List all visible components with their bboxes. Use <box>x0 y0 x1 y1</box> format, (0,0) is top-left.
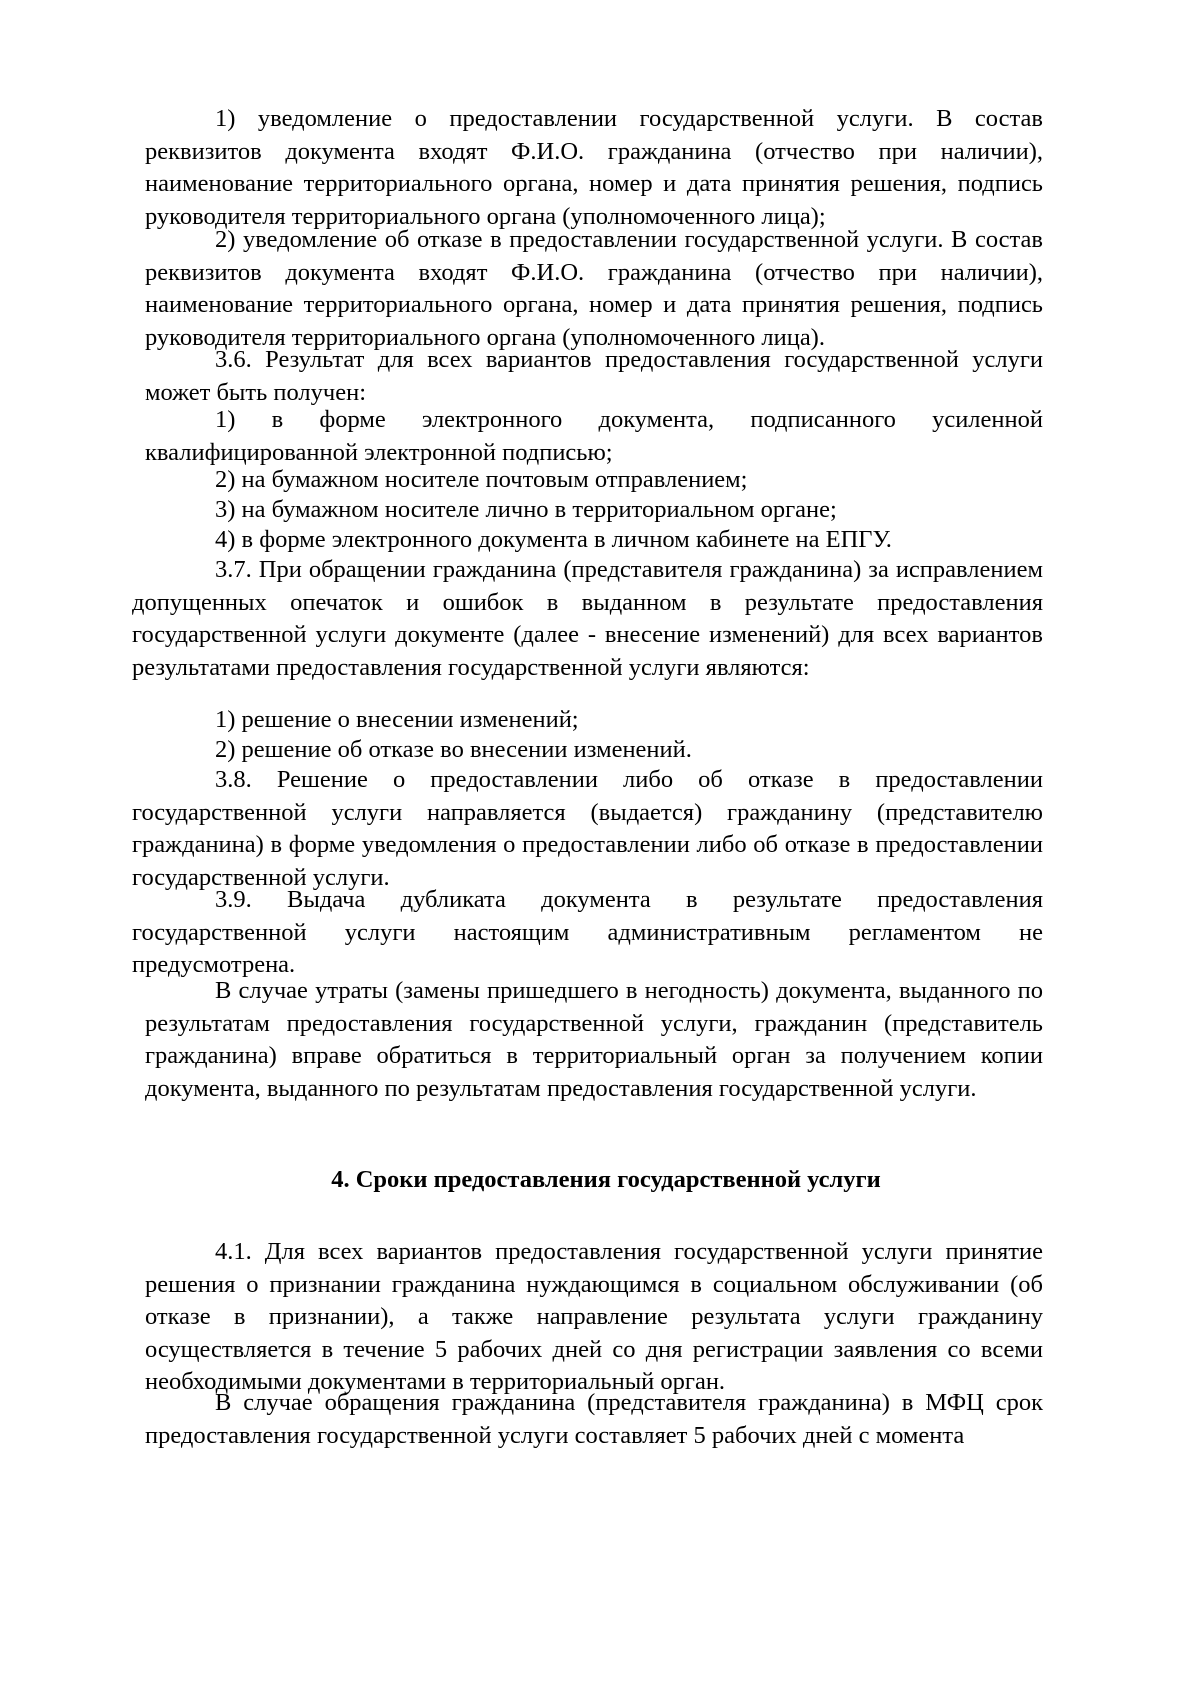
paragraph-3-7: 3.7. При обращении гражданина (представителя гражданина) за исправлением допущенных опечаток и ошибок в выданном в результате предоставления государственной услуги документе (далее - внесение изменений) для всех вариантов результатами предоставления государственной услуги являются: <box>132 556 1043 681</box>
paragraph-3-7-item-1: 1) решение о внесении изменений; <box>215 706 579 733</box>
paragraph-notice-refusal: 2) уведомление об отказе в предоставлении государственной услуги. В состав реквизитов документа входят Ф.И.О. гражданина (отчество при наличии), наименование территориального органа, номер и дата принятия решения, подпись руководителя территориального органа (уполномоченного лица). <box>145 226 1043 351</box>
paragraph-3-6: 3.6. Результат для всех вариантов предоставления государственной услуги может быть получен: <box>145 346 1043 406</box>
paragraph-3-7-item-2: 2) решение об отказе во внесении изменений. <box>215 736 692 763</box>
paragraph-notice-granted: 1) уведомление о предоставлении государственной услуги. В состав реквизитов документа входят Ф.И.О. гражданина (отчество при наличии), наименование территориального органа, номер и дата принятия решения, подпись руководителя территориального органа (уполномоченного лица); <box>145 105 1043 230</box>
section-heading: 4. Сроки предоставления государственной услуги <box>331 1166 881 1193</box>
paragraph-3-6-item-3: 3) на бумажном носителе лично в территориальном органе; <box>215 496 837 523</box>
paragraph-lost-document: В случае утраты (замены пришедшего в негодность) документа, выданного по результатам предоставления государственной услуги, гражданин (представитель гражданина) вправе обратиться в территориальный орган за получением копии документа, выданного по результатам предоставления государственной услуги. <box>145 977 1043 1102</box>
paragraph-3-9: 3.9. Выдача дубликата документа в результате предоставления государственной услуги настоящим административным регламентом не предусмотрена. <box>132 886 1043 979</box>
paragraph-mfc-term: В случае обращения гражданина (представителя гражданина) в МФЦ срок предоставления государственной услуги составляет 5 рабочих дней с момента <box>145 1389 1043 1449</box>
paragraph-3-6-item-4: 4) в форме электронного документа в личном кабинете на ЕПГУ. <box>215 526 892 553</box>
paragraph-4-1: 4.1. Для всех вариантов предоставления государственной услуги принятие решения о признании гражданина нуждающимся в социальном обслуживании (об отказе в признании), а также направление результата услуги гражданину осуществляется в течение 5 рабочих дней со дня регистрации заявления со всеми необходимыми документами в территориальный орган. <box>145 1238 1043 1396</box>
paragraph-3-6-item-2: 2) на бумажном носителе почтовым отправлением; <box>215 466 748 493</box>
paragraph-3-8: 3.8. Решение о предоставлении либо об отказе в предоставлении государственной услуги направляется (выдается) гражданину (представителю гражданина) в форме уведомления о предоставлении либо об отказе в предоставлении государственной услуги. <box>132 766 1043 891</box>
paragraph-3-6-item-1: 1) в форме электронного документа, подписанного усиленной квалифицированной электронной подписью; <box>145 406 1043 466</box>
